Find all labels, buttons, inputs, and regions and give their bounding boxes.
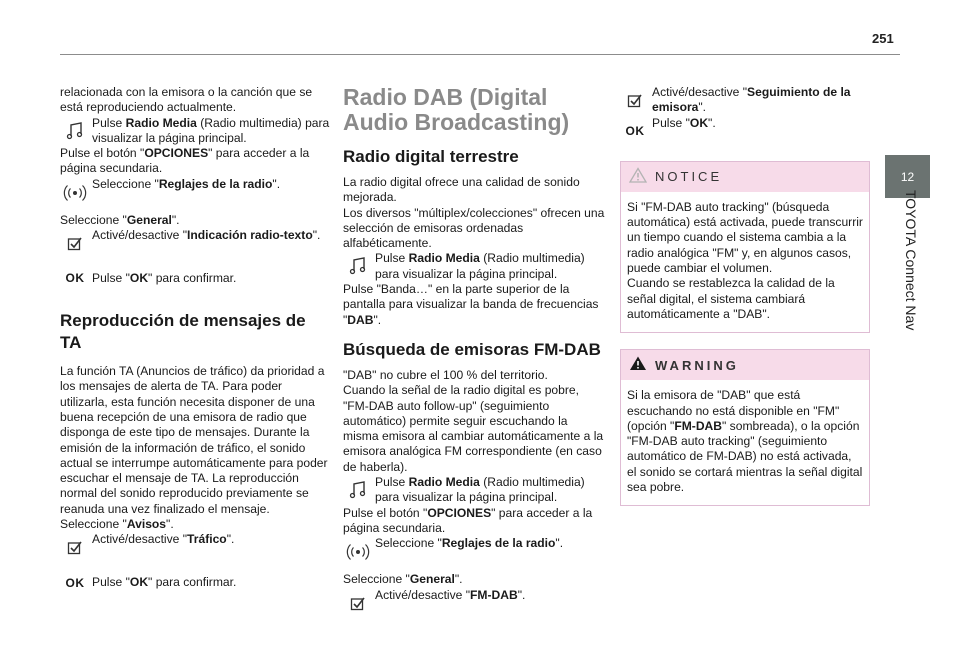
notice-box — [620, 161, 870, 333]
ok-icon: OK — [625, 124, 645, 139]
dab-p3: "DAB" no cubre el 100 % del territorio. — [343, 367, 548, 382]
checkbox-icon — [60, 228, 90, 258]
step-radio-media: Pulse Radio Media (Radio multimedia) para visualizar la página principal. — [343, 251, 605, 282]
page-number: 251 — [872, 31, 894, 46]
digital-radio-heading: Radio digital terrestre — [343, 147, 519, 166]
notice-title: NOTICE — [655, 169, 723, 185]
notice-p2: Cuando se restablezca la calidad de la señal digital, el sistema cambiará automáticamente a "DAB". — [627, 276, 835, 321]
column-2 — [343, 85, 605, 618]
warning-box — [620, 349, 870, 506]
general-text: Seleccione "General". — [60, 212, 180, 227]
chapter-label: TOYOTA Connect Nav — [903, 190, 919, 331]
music-note-icon — [343, 475, 373, 505]
music-note-icon — [343, 251, 373, 281]
fm-dab-heading: Búsqueda de emisoras FM-DAB — [343, 339, 601, 359]
column-1 — [60, 85, 330, 598]
warning-title: WARNING — [655, 357, 739, 373]
checkbox-icon — [60, 532, 90, 562]
column-3 — [620, 85, 870, 506]
top-rule — [60, 54, 900, 55]
intro-text: relacionada con la emisora o la canción que se está reproduciendo actualmente. — [60, 85, 313, 115]
warning-triangle-icon — [629, 355, 647, 375]
ok-icon: OK — [65, 271, 85, 286]
band-text: Pulse "Banda…" en la parte superior de la pantalla para visualizar la banda de frecuencias "DAB". — [343, 282, 599, 327]
step-radio-settings: Seleccione "Reglajes de la radio". — [343, 536, 605, 566]
step-radio-media-2: Pulse Radio Media (Radio multimedia) para visualizar la página principal. — [343, 475, 605, 506]
dab-p2: Los diversos "múltiplex/colecciones" ofrecen una selección de emisoras ordenadas alfabéticamente. — [343, 205, 605, 251]
step-radio-media: Pulse Radio Media (Radio multimedia) para visualizar la página principal. — [60, 116, 330, 147]
radio-settings-icon — [60, 177, 90, 207]
step-toggle-radiotext: Activé/desactive "Indicación radio-texto". — [60, 228, 330, 258]
step-toggle-trafico: Activé/desactive "Tráfico". — [60, 532, 330, 562]
step-toggle-tracking: Activé/desactive "Seguimiento de la emisora". Pulse "OK". — [620, 85, 870, 131]
checkbox-icon — [620, 85, 650, 115]
dab-p1: La radio digital ofrece una calidad de sonido mejorada. — [343, 175, 580, 205]
options-text: Pulse el botón "OPCIONES" para acceder a la página secundaria. — [60, 146, 310, 176]
step-radio-settings: Seleccione "Reglajes de la radio". — [60, 177, 330, 207]
step-confirm-ok: OK Pulse "OK" para confirmar. — [60, 264, 330, 294]
notice-header — [621, 162, 869, 192]
step-toggle-fm-dab: Activé/desactive "FM-DAB". — [343, 588, 605, 618]
options-text: Pulse el botón "OPCIONES" para acceder a la página secundaria. — [343, 505, 593, 535]
step-confirm-ok-2: OK Pulse "OK" para confirmar. — [60, 568, 330, 598]
dab-p4: Cuando la señal de la radio digital es pobre, "FM-DAB auto follow-up" (seguimiento automático) permite seguir escuchando la misma emisora al cambiar automáticamente a la emisora analógica FM correspondiente (en caso de haberla). — [343, 383, 604, 474]
radio-settings-icon — [343, 536, 373, 566]
notice-p1: Si "FM-DAB auto tracking" (búsqueda automática) está activada, puede transcurrir un tiempo cuando el sistema cambia a la radio analógica "FM" y, en algunos casos, puede cambiar el volumen. — [627, 199, 863, 276]
dab-title: Radio DAB (Digital Audio Broadcasting) — [343, 84, 570, 135]
ok-icon: OK — [65, 575, 85, 590]
general-text: Seleccione "General". — [343, 572, 463, 587]
music-note-icon — [60, 116, 90, 146]
ta-description: La función TA (Anuncios de tráfico) da prioridad a los mensajes de alerta de TA. Para poder utilizarla, esta función necesita disponer de una buena recepción de una emisora de radio que disponga de este tipo de mensajes. Durante la emisión de la información de tráfico, el sonido actual se interrumpe automáticamente para poder escuchar el mensaje de TA. La reproducción normal del sonido reproducido previamente se reanuda una vez finalizado el mensaje. — [60, 364, 328, 516]
warning-text: Si la emisora de "DAB" que está escuchando no está disponible en "FM" (opción "FM-DAB" sombreada), o la opción "FM-DAB auto tracking" (seguimiento automático de FM-DAB) no está activada, el sonido se cortará mientras la señal digital sea pobre. — [627, 388, 863, 495]
warning-header — [621, 350, 869, 380]
ta-heading: Reproducción de mensajes de TA — [60, 311, 306, 353]
chapter-tab[interactable]: 12 — [885, 155, 930, 198]
notice-triangle-icon — [629, 167, 647, 187]
avisos-text: Seleccione "Avisos". — [60, 517, 174, 532]
checkbox-icon — [343, 588, 373, 618]
